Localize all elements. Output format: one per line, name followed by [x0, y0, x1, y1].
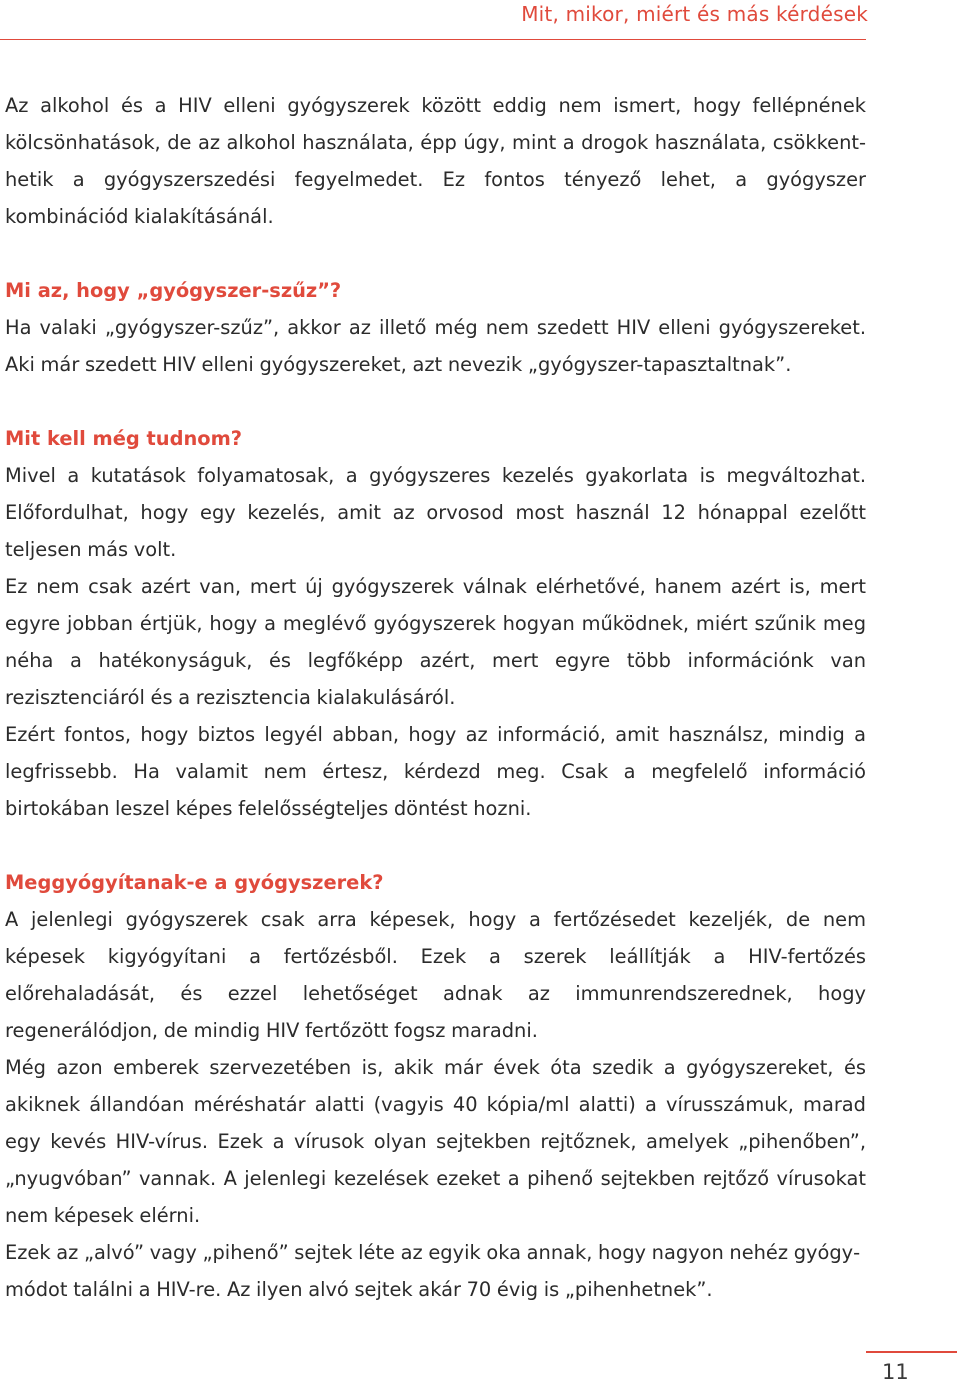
alcohol-paragraph: Az alkohol és a HIV elleni gyógyszerek között eddig nem ismert, hogy fellépnének kölcsönhatások, de az alkohol használata, épp úgy, mint a drogok használata, csökkenthetik a gyógyszerszedési fegyelmedet. Ez fontos tényező lehet, a gyógyszer kombinációd kialakításánál. — [5, 94, 866, 228]
heading-what-else: Mit kell még tudnom? — [5, 427, 243, 450]
header-divider — [0, 39, 866, 40]
latest-info-paragraph: Ezért fontos, hogy biztos legyél abban, hogy az információ, amit használsz, mindig a legfrissebb. Ha valamit nem értesz, kérdezd meg. Csak a megfelelő információ birtokában leszel képes felelősségteljes döntést hozni. — [5, 723, 866, 820]
section-spacer — [5, 383, 866, 420]
section-spacer — [5, 827, 866, 864]
footer-divider — [866, 1351, 957, 1353]
heading-treatment-naive: Mi az, hogy „gyógyszer-szűz”? — [5, 279, 342, 302]
heading-cure: Meggyógyítanak-e a gyógyszerek? — [5, 871, 384, 894]
research-paragraph: Mivel a kutatások folyamatosak, a gyógyszeres kezelés gyakorlata is megváltozhat. Előfordulhat, hogy egy kezelés, amit az orvosod most használ 12 hónappal ezelőtt teljesen más volt. — [5, 464, 866, 561]
current-drugs-paragraph: A jelenlegi gyógyszerek csak arra képesek, hogy a fertőzésedet kezeljék, de nem képesek kigyógyítani a fertőzésből. Ezek a szerek leállítják a HIV-fertőzés előrehaladását, és ezzel lehetőséget adnak az immunrendszerednek, hogy regenerálódjon, de mindig HIV fertőzött fogsz maradni. — [5, 908, 866, 1042]
dormant-cells-paragraph: Ezek az „alvó” vagy „pihenő” sejtek léte az egyik oka annak, hogy nagyon nehéz gyógymódot találni a HIV-re. Az ilyen alvó sejtek akár 70 évig is „pihenhetnek”. — [5, 1241, 861, 1301]
page-body — [5, 87, 866, 1308]
resting-cells-paragraph: Még azon emberek szervezetében is, akik már évek óta szedik a gyógyszereket, és akiknek állandóan méréshatár alatti (vagyis 40 kópia/ml alatti) a vírusszámuk, marad egy kevés HIV-vírus. Ezek a vírusok olyan sejtekben rejtőznek, amelyek „pihenőben”, „nyugvóban” vannak. A jelenlegi kezelések ezeket a pihenő sejtekben rejtőző vírusokat nem képesek elérni. — [5, 1056, 866, 1227]
section-spacer — [5, 235, 866, 272]
page-number: 11 — [882, 1360, 909, 1384]
new-drugs-paragraph: Ez nem csak azért van, mert új gyógyszerek válnak elérhetővé, hanem azért is, mert egyre jobban értjük, hogy a meglévő gyógyszerek hogyan működnek, miért szűnik meg néha a hatékonyságuk, és legfőképp azért, mert egyre több információnk van rezisztenciáról és a rezisztencia kialakulásáról. — [5, 575, 866, 709]
treatment-naive-paragraph: Ha valaki „gyógyszer-szűz”, akkor az illető még nem szedett HIV elleni gyógyszereket. Aki már szedett HIV elleni gyógyszereket, azt nevezik „gyógyszer-tapasztaltnak”. — [5, 316, 866, 376]
running-header-title: Mit, mikor, miért és más kérdések — [521, 2, 868, 26]
